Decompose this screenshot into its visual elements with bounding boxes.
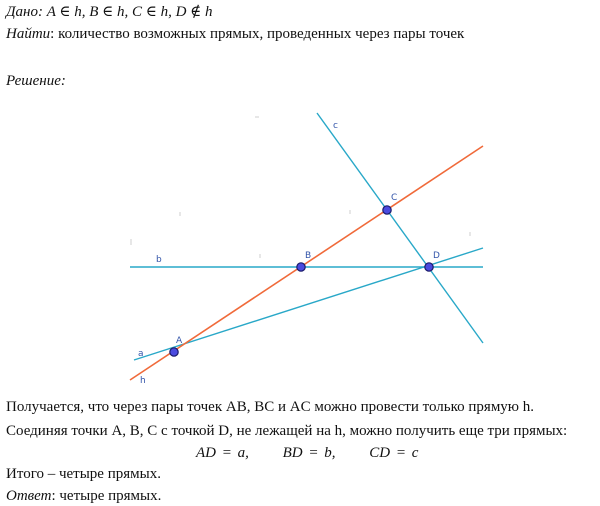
line-label-h: h [140, 376, 146, 386]
point-c [383, 206, 391, 214]
point-label-c: C [391, 193, 398, 203]
find-text: : количество возможных прямых, проведенных через пары точек [50, 26, 465, 42]
line-label-c: c [333, 121, 338, 131]
point-b [297, 263, 305, 271]
line-c [317, 113, 483, 343]
point-d [425, 263, 433, 271]
line-label-b: b [156, 255, 162, 265]
equation-bd: BD = b, [282, 445, 336, 461]
find-label: Найти [6, 26, 51, 42]
point-a [170, 348, 178, 356]
point-label-b: B [305, 251, 312, 261]
point-label-d: D [433, 251, 440, 261]
equation-cd: CD = c [369, 445, 419, 461]
point-label-a: A [176, 336, 183, 346]
line-label-a: a [138, 349, 144, 359]
answer-line [6, 487, 161, 505]
conclusion-line-1: Получается, что через пары точек AB, BC и AC можно провести только прямую h. [6, 399, 535, 415]
equation-ad: AD = a, [196, 445, 249, 461]
conclusion-line-3: Итого – четыре прямых. [6, 466, 161, 482]
given-label: Дано: [6, 4, 43, 20]
given-text: A ∈ h, B ∈ h, C ∈ h, D ∉ h [46, 4, 213, 20]
equations-line [196, 444, 418, 462]
conclusion-line-2: Соединяя точки A, B, C с точкой D, не лежащей на h, можно получить еще три прямых: [6, 423, 568, 439]
answer-label: Ответ [6, 488, 52, 504]
solution-label: Решение: [6, 73, 66, 89]
answer-text: : четыре прямых. [51, 488, 162, 504]
